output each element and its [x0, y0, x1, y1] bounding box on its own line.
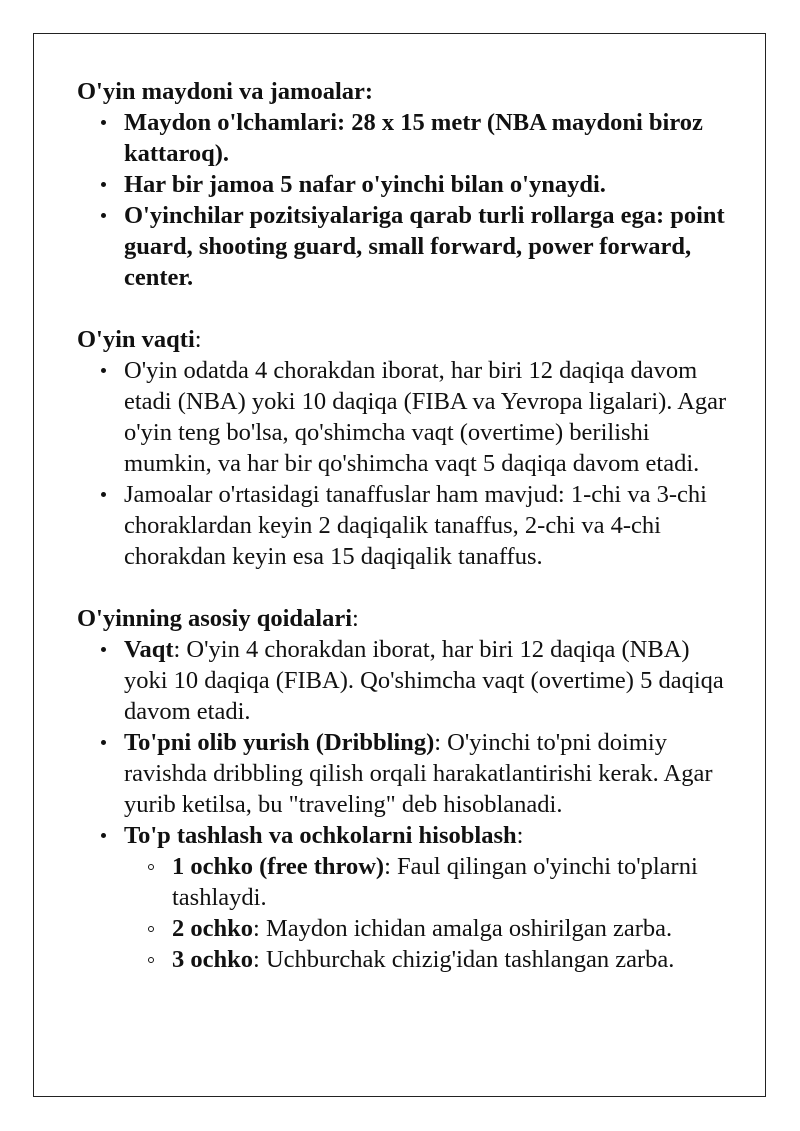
list-item	[124, 634, 737, 727]
sub-bullet-list	[124, 851, 737, 975]
list-item	[124, 727, 737, 820]
section-heading: O'yin vaqti:	[77, 326, 202, 353]
list-item: O'yin odatda 4 chorakdan iborat, har biri 12 daqiqa davom etadi (NBA) yoki 10 daqiqa (FIBA va Yevropa ligalari). Agar o'yin teng bo'lsa, qo'shimcha vaqt (overtime) berilishi mumkin, va har bir qo'shimcha vaqt 5 daqiqa davom etadi.	[124, 355, 737, 479]
item-term: 3 ochko	[172, 946, 254, 973]
bullet-list	[77, 634, 737, 975]
item-text: : Faul qilingan o'yinchi to'plarni tashlaydi.	[172, 853, 698, 911]
document-body	[77, 76, 737, 975]
item-text: : O'yin 4 chorakdan iborat, har biri 12 daqiqa (NBA) yoki 10 daqiqa (FIBA). Qo'shimcha vaqt (overtime) 5 daqiqa davom etadi.	[124, 636, 724, 725]
list-item: Har bir jamoa 5 nafar o'yinchi bilan o'ynaydi.	[124, 169, 737, 200]
list-item	[124, 820, 737, 975]
item-term: 2 ochko	[172, 915, 254, 942]
item-text: :	[516, 822, 524, 849]
item-term: To'p tashlash va ochkolarni hisoblash	[124, 822, 517, 849]
item-text: : Uchburchak chizig'idan tashlangan zarba.	[253, 946, 675, 973]
item-term: To'pni olib yurish (Dribbling)	[124, 729, 435, 756]
list-item: Jamoalar o'rtasidagi tanaffuslar ham mavjud: 1-chi va 3-chi choraklardan keyin 2 daqiqalik tanaffus, 2-chi va 4-chi chorakdan keyin esa 15 daqiqalik tanaffus.	[124, 479, 737, 572]
bullet-list	[77, 355, 737, 572]
list-item: O'yinchilar pozitsiyalariga qarab turli rollarga ega: point guard, shooting guard, small forward, power forward, center.	[124, 200, 737, 293]
list-item: Maydon o'lchamlari: 28 x 15 metr (NBA maydoni biroz kattaroq).	[124, 107, 737, 169]
sub-list-item	[172, 913, 737, 944]
item-text: : O'yinchi to'pni doimiy ravishda dribbling qilish orqali harakatlantirishi kerak. Agar yurib ketilsa, bu "traveling" deb hisoblanadi.	[124, 729, 713, 818]
section-heading: O'yinning asosiy qoidalari:	[77, 605, 359, 632]
section-heading: O'yin maydoni va jamoalar:	[77, 78, 374, 105]
sub-list-item	[172, 851, 737, 913]
section-court-and-teams	[77, 76, 737, 293]
section-basic-rules	[77, 603, 737, 975]
section-game-time	[77, 324, 737, 572]
bullet-list	[77, 107, 737, 293]
item-text: : Maydon ichidan amalga oshirilgan zarba.	[253, 915, 673, 942]
item-term: Vaqt	[124, 636, 174, 663]
sub-list-item	[172, 944, 737, 975]
item-term: 1 ochko (free throw)	[172, 853, 385, 880]
